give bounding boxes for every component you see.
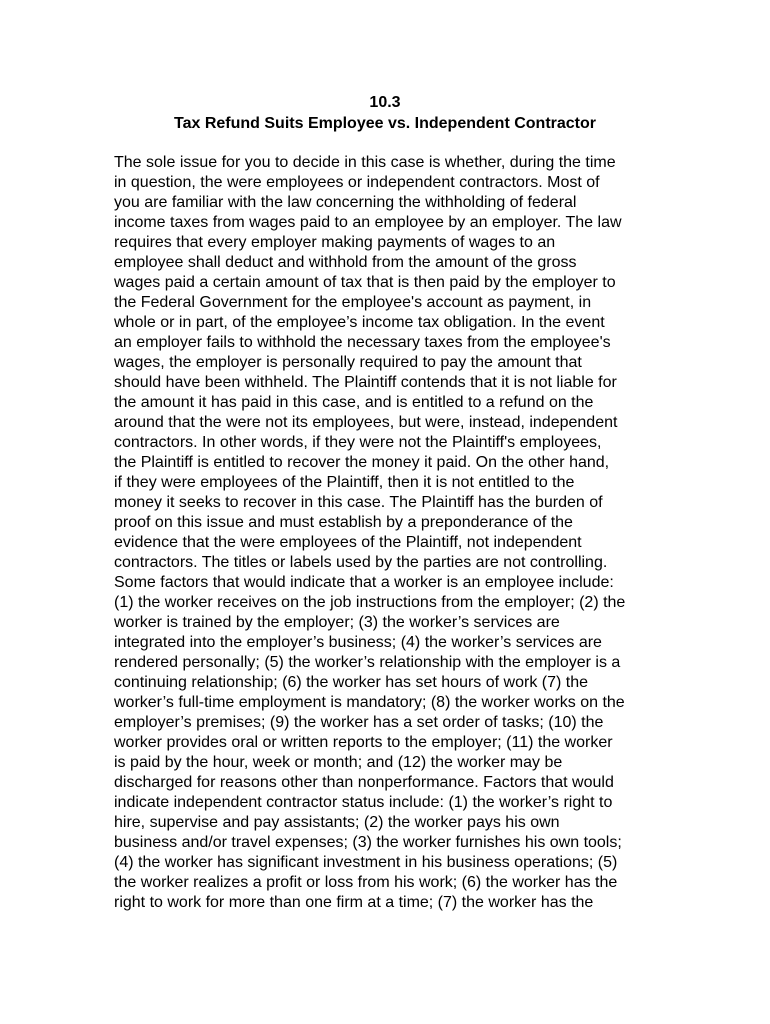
body-line: around that the were not its employees, but were, instead, independent (114, 414, 618, 431)
body-line: hire, supervise and pay assistants; (2) the worker pays his own (114, 814, 560, 831)
body-line: in question, the were employees or independent contractors. Most of (114, 174, 600, 191)
body-line: the worker realizes a profit or loss from his work; (6) the worker has the (114, 874, 618, 891)
body-line: evidence that the were employees of the Plaintiff, not independent (114, 534, 582, 551)
body-line: an employer fails to withhold the necessary taxes from the employee's (114, 334, 611, 351)
body-line: the Plaintiff is entitled to recover the money it paid. On the other hand, (114, 454, 610, 471)
body-line: indicate independent contractor status include: (1) the worker’s right to (114, 794, 613, 811)
body-line: Some factors that would indicate that a worker is an employee include: (114, 574, 614, 591)
body-line: The sole issue for you to decide in this case is whether, during the time (114, 154, 616, 171)
section-title: Tax Refund Suits Employee vs. Independent Contractor (174, 115, 596, 132)
body-line: continuing relationship; (6) the worker has set hours of work (7) the (114, 674, 589, 691)
body-line: should have been withheld. The Plaintiff contends that it is not liable for (114, 374, 617, 391)
body-line: wages paid a certain amount of tax that is then paid by the employer to (114, 274, 616, 291)
body-line: whole or in part, of the employee’s income tax obligation. In the event (114, 314, 605, 331)
body-line: worker provides oral or written reports to the employer; (11) the worker (114, 734, 613, 751)
body-line: discharged for reasons other than nonperformance. Factors that would (114, 774, 614, 791)
body-line: wages, the employer is personally required to pay the amount that (114, 354, 582, 371)
body-line: employer’s premises; (9) the worker has a set order of tasks; (10) the (114, 714, 604, 731)
body-line: requires that every employer making payments of wages to an (114, 234, 556, 251)
body-line: right to work for more than one firm at a time; (7) the worker has the (114, 894, 594, 911)
section-number: 10.3 (369, 94, 401, 111)
body-line: proof on this issue and must establish by a preponderance of the (114, 514, 573, 531)
body-line: worker is trained by the employer; (3) the worker’s services are (114, 614, 560, 631)
body-line: is paid by the hour, week or month; and (12) the worker may be (114, 754, 563, 771)
body-line: the amount it has paid in this case, and is entitled to a refund on the (114, 394, 594, 411)
body-line: integrated into the employer’s business; (4) the worker’s services are (114, 634, 602, 651)
body-line: income taxes from wages paid to an employee by an employer. The law (114, 214, 622, 231)
body-line: worker’s full-time employment is mandatory; (8) the worker works on the (114, 694, 625, 711)
body-line: money it seeks to recover in this case. The Plaintiff has the burden of (114, 494, 603, 511)
body-line: (4) the worker has significant investment in his business operations; (5) (114, 854, 618, 871)
body-line: contractors. The titles or labels used by the parties are not controlling. (114, 554, 608, 571)
body-line: (1) the worker receives on the job instructions from the employer; (2) the (114, 594, 626, 611)
body-line: you are familiar with the law concerning the withholding of federal (114, 194, 577, 211)
body-line: if they were employees of the Plaintiff, then it is not entitled to the (114, 474, 575, 491)
body-line: business and/or travel expenses; (3) the worker furnishes his own tools; (114, 834, 622, 851)
body-line: contractors. In other words, if they were not the Plaintiff's employees, (114, 434, 602, 451)
body-line: rendered personally; (5) the worker’s relationship with the employer is a (114, 654, 621, 671)
body-paragraph (114, 153, 674, 913)
body-line: the Federal Government for the employee's account as payment, in (114, 294, 592, 311)
body-line: employee shall deduct and withhold from the amount of the gross (114, 254, 577, 271)
